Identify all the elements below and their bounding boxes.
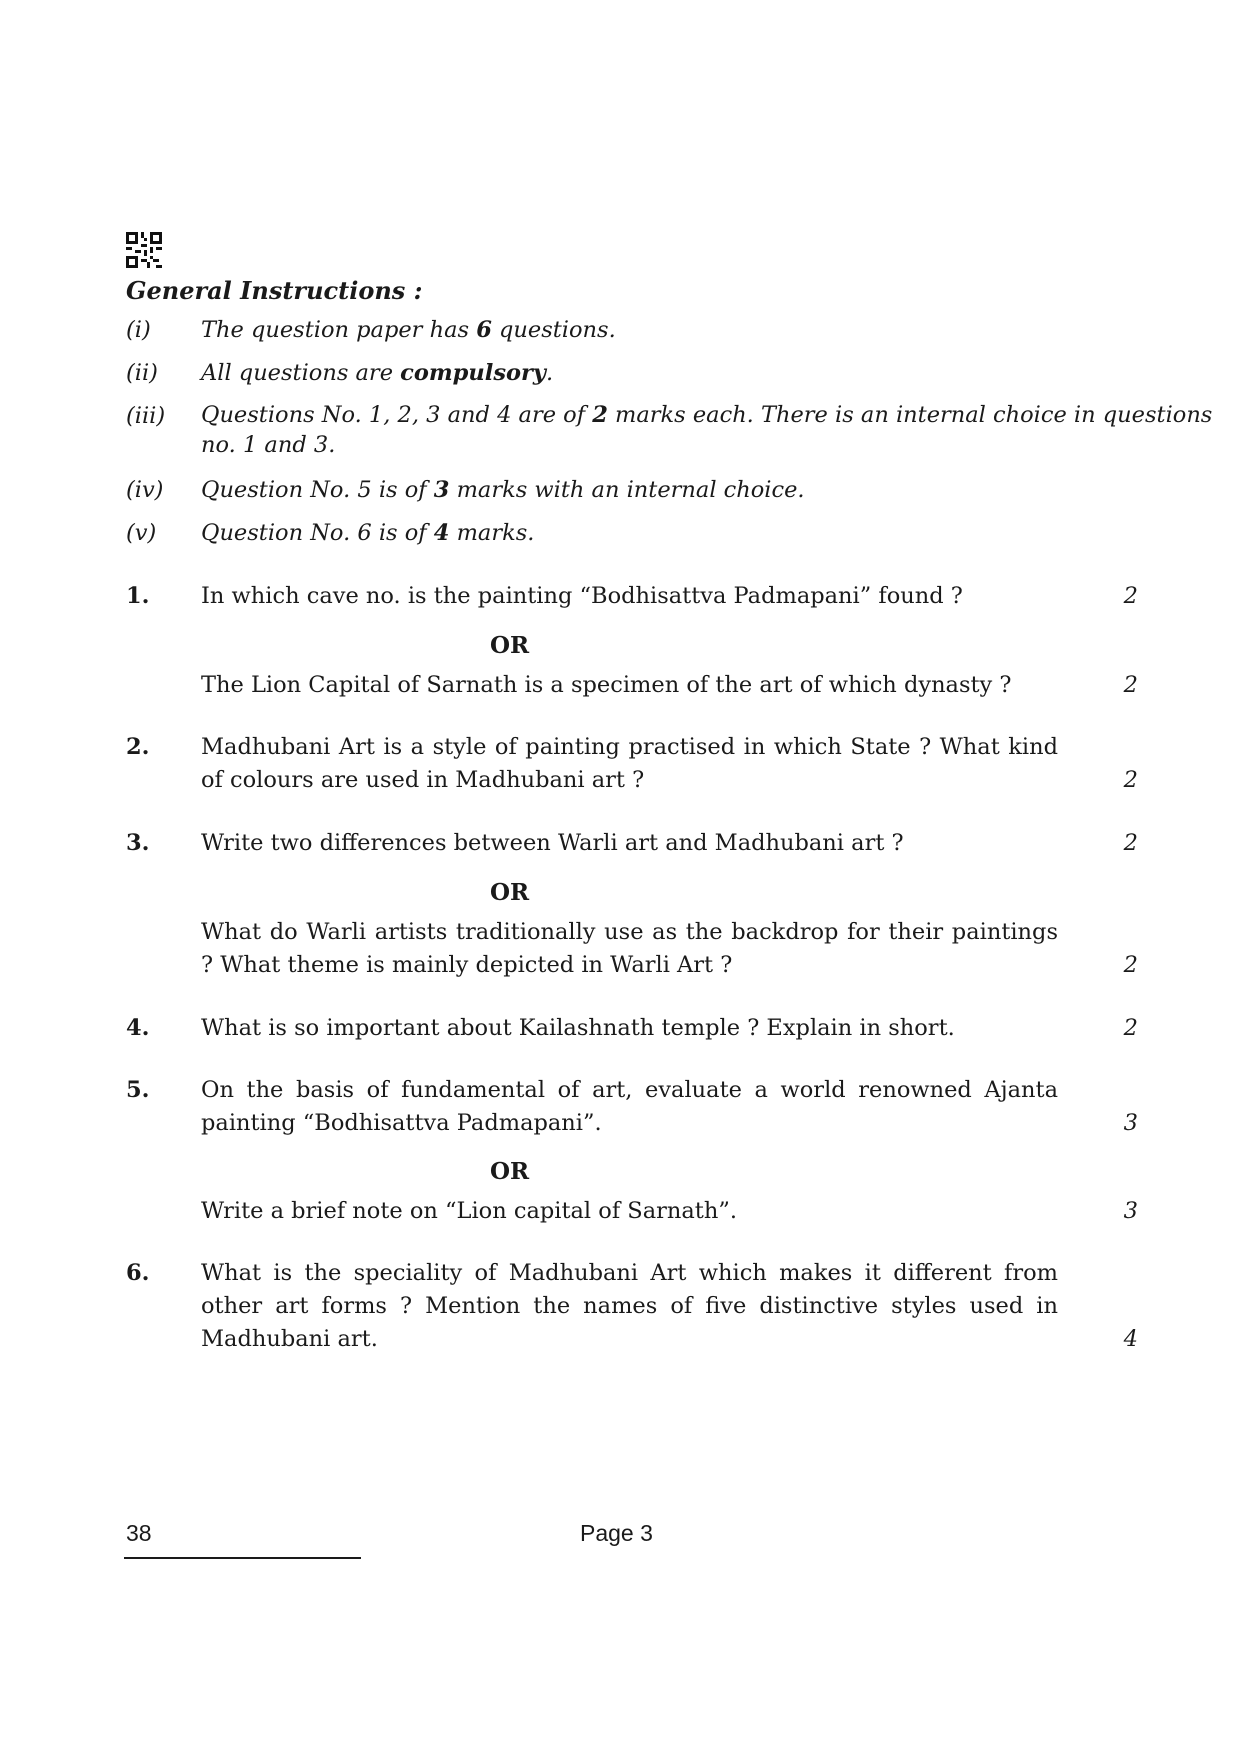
instruction-number: (i) bbox=[126, 317, 151, 343]
or-separator: OR bbox=[490, 879, 530, 906]
or-separator: OR bbox=[490, 1158, 530, 1185]
question-number: 4. bbox=[126, 1015, 150, 1041]
footer-divider bbox=[124, 1557, 361, 1559]
question-marks: 2 bbox=[1123, 1015, 1138, 1041]
instruction-number: (ii) bbox=[126, 360, 158, 386]
instruction-text: Question No. 5 is of 3 marks with an internal choice. bbox=[201, 477, 805, 503]
instruction-text: The question paper has 6 questions. bbox=[201, 317, 616, 343]
question-number: 6. bbox=[126, 1260, 150, 1286]
question-text: What is the speciality of Madhubani Art which makes it different from other art forms ? Mention the names of five distinctive styles used in Madhubani art. bbox=[201, 1260, 1058, 1352]
qr-code bbox=[126, 232, 162, 268]
question-text: What is so important about Kailashnath temple ? Explain in short. bbox=[201, 1015, 955, 1041]
general-instructions-title: General Instructions : bbox=[126, 276, 423, 305]
question-text: Write a brief note on “Lion capital of Sarnath”. bbox=[201, 1198, 737, 1224]
question-text: The Lion Capital of Sarnath is a specimen of the art of which dynasty ? bbox=[201, 672, 1012, 698]
instruction-number: (v) bbox=[126, 520, 157, 546]
page-number: Page 3 bbox=[580, 1520, 653, 1546]
question-marks: 2 bbox=[1123, 767, 1138, 793]
question-text: In which cave no. is the painting “Bodhisattva Padmapani” found ? bbox=[201, 583, 963, 609]
question-text: On the basis of fundamental of art, evaluate a world renowned Ajanta painting “Bodhisattva Padmapani”. bbox=[201, 1077, 1058, 1136]
question-text: Madhubani Art is a style of painting practised in which State ? What kind of colours are used in Madhubani art ? bbox=[201, 734, 1058, 793]
paper-code: 38 bbox=[126, 1520, 152, 1546]
instruction-text: All questions are compulsory. bbox=[201, 360, 554, 386]
question-number: 1. bbox=[126, 583, 150, 609]
question-marks: 2 bbox=[1123, 583, 1138, 609]
question-text: Write two differences between Warli art and Madhubani art ? bbox=[201, 830, 904, 856]
question-text: What do Warli artists traditionally use as the backdrop for their paintings ? What theme is mainly depicted in Warli Art ? bbox=[201, 919, 1058, 978]
question-marks: 4 bbox=[1123, 1326, 1138, 1352]
instruction-text: Question No. 6 is of 4 marks. bbox=[201, 520, 535, 546]
instruction-number: (iv) bbox=[126, 477, 164, 503]
instruction-text: Questions No. 1, 2, 3 and 4 are of 2 marks each. There is an internal choice in questions no. 1 and 3. bbox=[201, 402, 1213, 458]
question-marks: 2 bbox=[1123, 952, 1138, 978]
question-marks: 2 bbox=[1123, 830, 1138, 856]
instruction-number: (iii) bbox=[126, 403, 166, 429]
question-marks: 3 bbox=[1123, 1110, 1138, 1136]
question-marks: 3 bbox=[1123, 1198, 1138, 1224]
question-marks: 2 bbox=[1123, 672, 1138, 698]
question-number: 5. bbox=[126, 1077, 150, 1103]
question-number: 2. bbox=[126, 734, 150, 760]
question-number: 3. bbox=[126, 830, 150, 856]
or-separator: OR bbox=[490, 632, 530, 659]
